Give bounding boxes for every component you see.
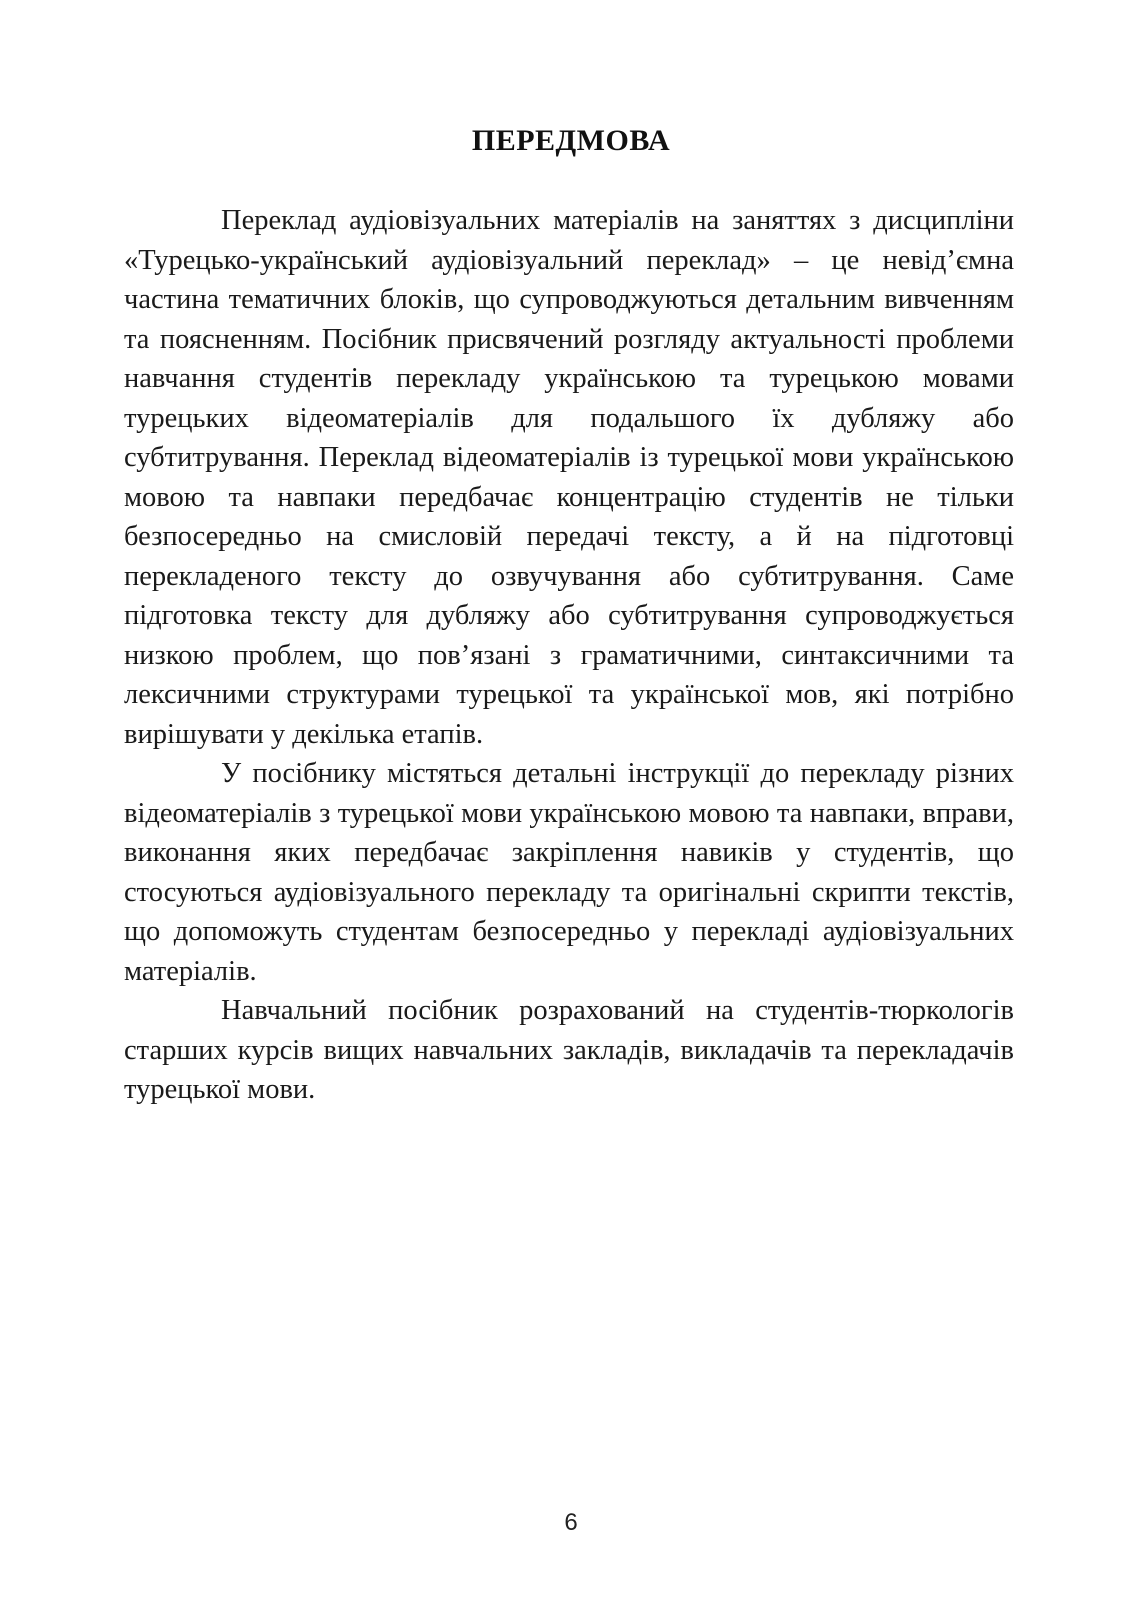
body-text	[124, 201, 1014, 1110]
paragraph-2: У посібнику містяться детальні інструкції до перекладу різних відеоматеріалів з турецької мови українською мовою та навпаки, вправи, виконання яких передбачає закріплення навиків у студентів, що стосуються аудіовізуального перекладу та оригінальні скрипти текстів, що допоможуть студентам безпосередньо у перекладі аудіовізуальних матеріалів.	[124, 758, 1014, 987]
page-title: ПЕРЕДМОВА	[471, 124, 671, 157]
page-number: 6	[564, 1509, 578, 1536]
paragraph-3: Навчальний посібник розрахований на студентів-тюркологів старших курсів вищих навчальних закладів, викладачів та перекладачів турецької мови.	[124, 995, 1014, 1105]
paragraph-1: Переклад аудіовізуальних матеріалів на заняттях з дисципліни «Турецько-український аудіовізуальний переклад» – це невід’ємна частина тематичних блоків, що супроводжуються детальним вивченням та поясненням. Посібник присвячений розгляду актуальності проблеми навчання студентів перекладу українською та турецькою мовами турецьких відеоматеріалів для подальшого їх дубляжу або субтитрування. Переклад відеоматеріалів із турецької мови українською мовою та навпаки передбачає концентрацію студентів не тільки безпосередньо на смисловій передачі тексту, а й на підготовці перекладеного тексту до озвучування або субтитрування. Саме підготовка тексту для дубляжу або субтитрування супроводжується низкою проблем, що пов’язані з граматичними, синтаксичними та лексичними структурами турецької та української мов, які потрібно вирішувати у декілька етапів.	[124, 205, 1014, 750]
